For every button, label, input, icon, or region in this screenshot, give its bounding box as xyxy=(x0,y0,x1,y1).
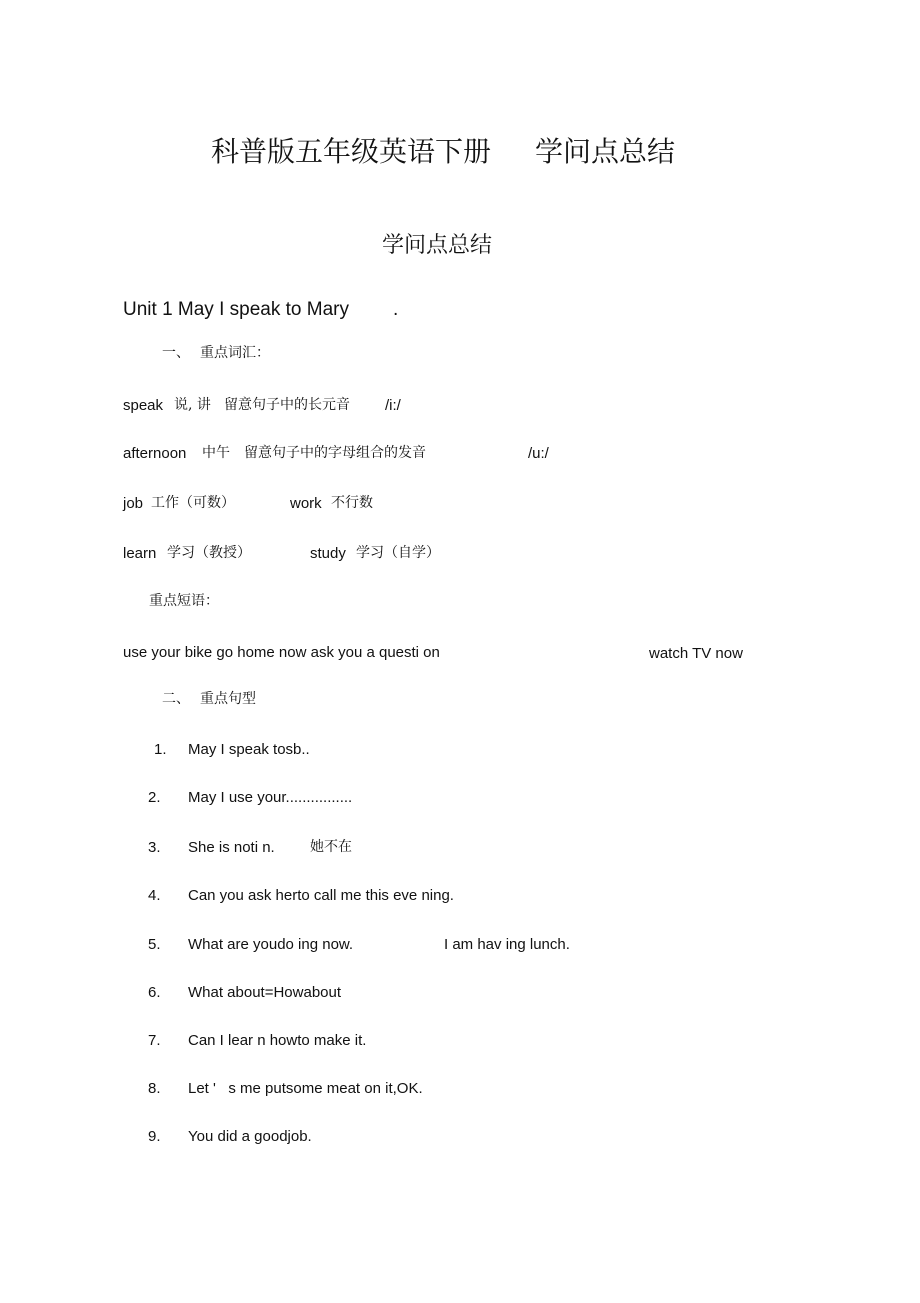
vocab-word-2: study xyxy=(310,545,346,562)
vocab-meaning: 中午 xyxy=(202,445,230,461)
unit-heading-dot: . xyxy=(393,299,399,320)
sentence-text: You did a goodjob. xyxy=(188,1128,312,1145)
document-title: 科普版五年级英语下册 xyxy=(211,135,492,168)
section1-number: 一、 xyxy=(162,345,190,361)
sentence-text: What about=Howabout xyxy=(188,984,342,1001)
section2-label: 重点句型 xyxy=(200,691,256,707)
vocab-word: speak xyxy=(123,397,164,414)
vocab-word: learn xyxy=(123,545,157,562)
vocab-meaning: 工作（可数） xyxy=(151,495,235,511)
vocab-note: 留意句子中的长元音 xyxy=(224,397,350,413)
sentence-text: Can I lear n howto make it. xyxy=(188,1032,367,1049)
sentence-number: 2. xyxy=(148,789,161,806)
phrases-label: 重点短语： xyxy=(149,593,219,609)
sentence-text: She is noti n. xyxy=(188,839,275,856)
section-subtitle: 学问点总结 xyxy=(382,233,493,258)
vocab-sound: /u:/ xyxy=(528,445,549,462)
phrases-extra: watch TV now xyxy=(649,645,743,662)
vocab-meaning-2: 不行数 xyxy=(331,495,373,511)
sentence-text: What are youdo ing now. xyxy=(188,936,354,953)
phrases-text: use your bike go home now ask you a questi on xyxy=(123,644,440,661)
vocab-meaning: 学习（教授） xyxy=(167,545,251,561)
sentence-text: Can you ask herto call me this eve ning. xyxy=(188,887,454,904)
unit-heading: Unit 1 May I speak to Mary xyxy=(123,299,349,320)
sentence-text: Let ' s me putsome meat on it,OK. xyxy=(188,1080,423,1097)
sentence-number: 5. xyxy=(148,936,161,953)
sentence-text: May I speak tosb.. xyxy=(188,741,310,758)
section2-number: 二、 xyxy=(162,691,190,707)
sentence-number: 6. xyxy=(148,984,161,1001)
sentence-number: 3. xyxy=(148,839,161,856)
sentence-number: 4. xyxy=(148,887,161,904)
vocab-sound: /i:/ xyxy=(385,397,401,414)
vocab-word-2: work xyxy=(290,495,322,512)
sentence-number: 1. xyxy=(154,741,167,758)
sentence-translation: 她不在 xyxy=(310,839,352,855)
sentence-answer: I am hav ing lunch. xyxy=(444,936,570,953)
sentence-number: 7. xyxy=(148,1032,161,1049)
section1-label: 重点词汇： xyxy=(200,345,270,361)
sentence-number: 9. xyxy=(148,1128,161,1145)
document-title-suffix: 学问点总结 xyxy=(535,135,676,168)
sentence-number: 8. xyxy=(148,1080,161,1097)
vocab-note: 留意句子中的字母组合的发音 xyxy=(244,445,426,461)
vocab-word: job xyxy=(123,495,144,512)
sentence-text: May I use your................ xyxy=(188,789,353,806)
vocab-meaning: 说, 讲 xyxy=(174,397,211,413)
vocab-meaning-2: 学习（自学） xyxy=(356,545,440,561)
vocab-word: afternoon xyxy=(123,445,187,462)
